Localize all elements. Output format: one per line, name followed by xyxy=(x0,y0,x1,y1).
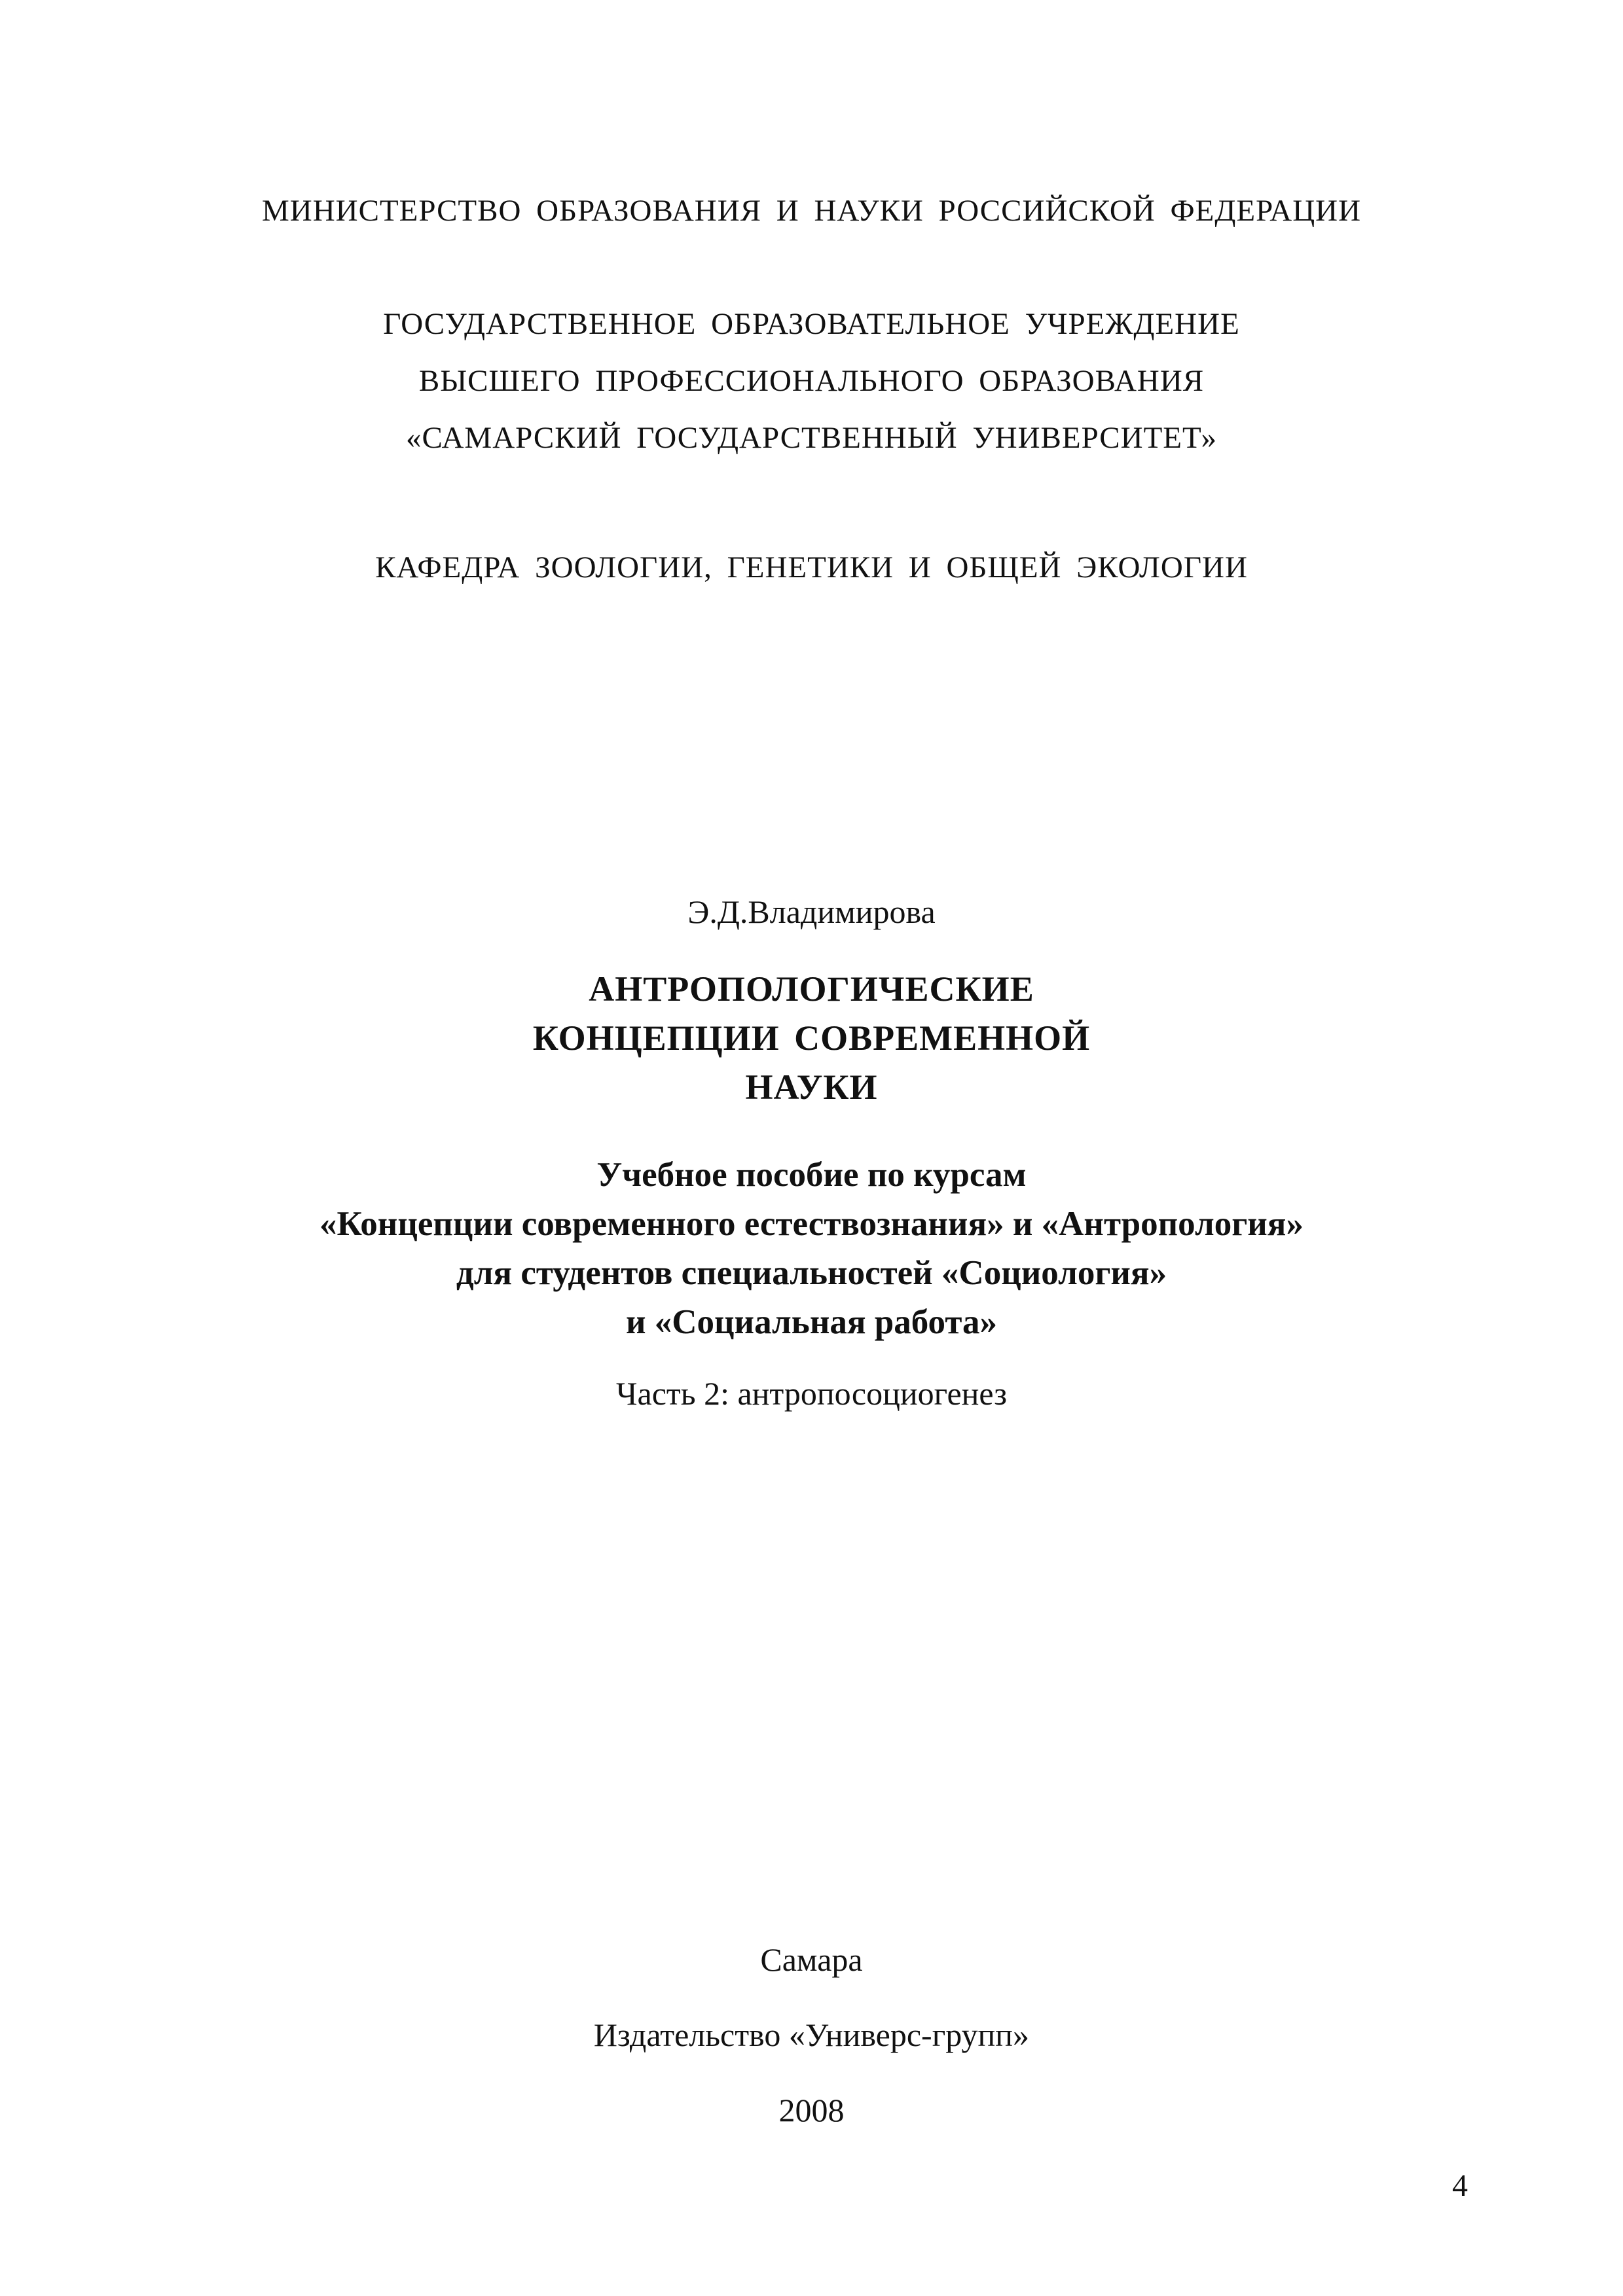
subtitle-line-1: Учебное пособие по курсам xyxy=(596,1156,1027,1194)
book-title-line-2: КОНЦЕПЦИИ СОВРЕМЕННОЙ xyxy=(532,1018,1091,1058)
ministry-heading: МИНИСТЕРСТВО ОБРАЗОВАНИЯ И НАУКИ РОССИЙСКОЙ ФЕДЕРАЦИИ xyxy=(261,194,1362,228)
part-label: Часть 2: антропосоциогенез xyxy=(616,1375,1007,1412)
subtitle-line-3: для студентов специальностей «Социология» xyxy=(456,1254,1167,1292)
author-name: Э.Д.Владимирова xyxy=(687,893,936,930)
book-title-line-3: НАУКИ xyxy=(745,1067,878,1107)
institution-line-1: ГОСУДАРСТВЕННОЕ ОБРАЗОВАТЕЛЬНОЕ УЧРЕЖДЕНИЕ xyxy=(383,307,1240,341)
page-number: 4 xyxy=(1452,2168,1468,2203)
institution-line-3: «САМАРСКИЙ ГОСУДАРСТВЕННЫЙ УНИВЕРСИТЕТ» xyxy=(405,421,1218,455)
imprint-year: 2008 xyxy=(778,2092,845,2128)
book-title-line-1: АНТРОПОЛОГИЧЕСКИЕ xyxy=(589,969,1034,1009)
institution-line-2: ВЫСШЕГО ПРОФЕССИОНАЛЬНОГО ОБРАЗОВАНИЯ xyxy=(418,364,1205,398)
subtitle-line-2: «Концепции современного естествознания» и «Антропология» xyxy=(319,1205,1304,1243)
imprint-publisher: Издательство «Универс-групп» xyxy=(593,2017,1030,2053)
imprint-city: Самара xyxy=(760,1941,863,1978)
department-heading: КАФЕДРА ЗООЛОГИИ, ГЕНЕТИКИ И ОБЩЕЙ ЭКОЛОГИИ xyxy=(375,550,1248,584)
subtitle-line-4: и «Социальная работа» xyxy=(625,1303,998,1341)
